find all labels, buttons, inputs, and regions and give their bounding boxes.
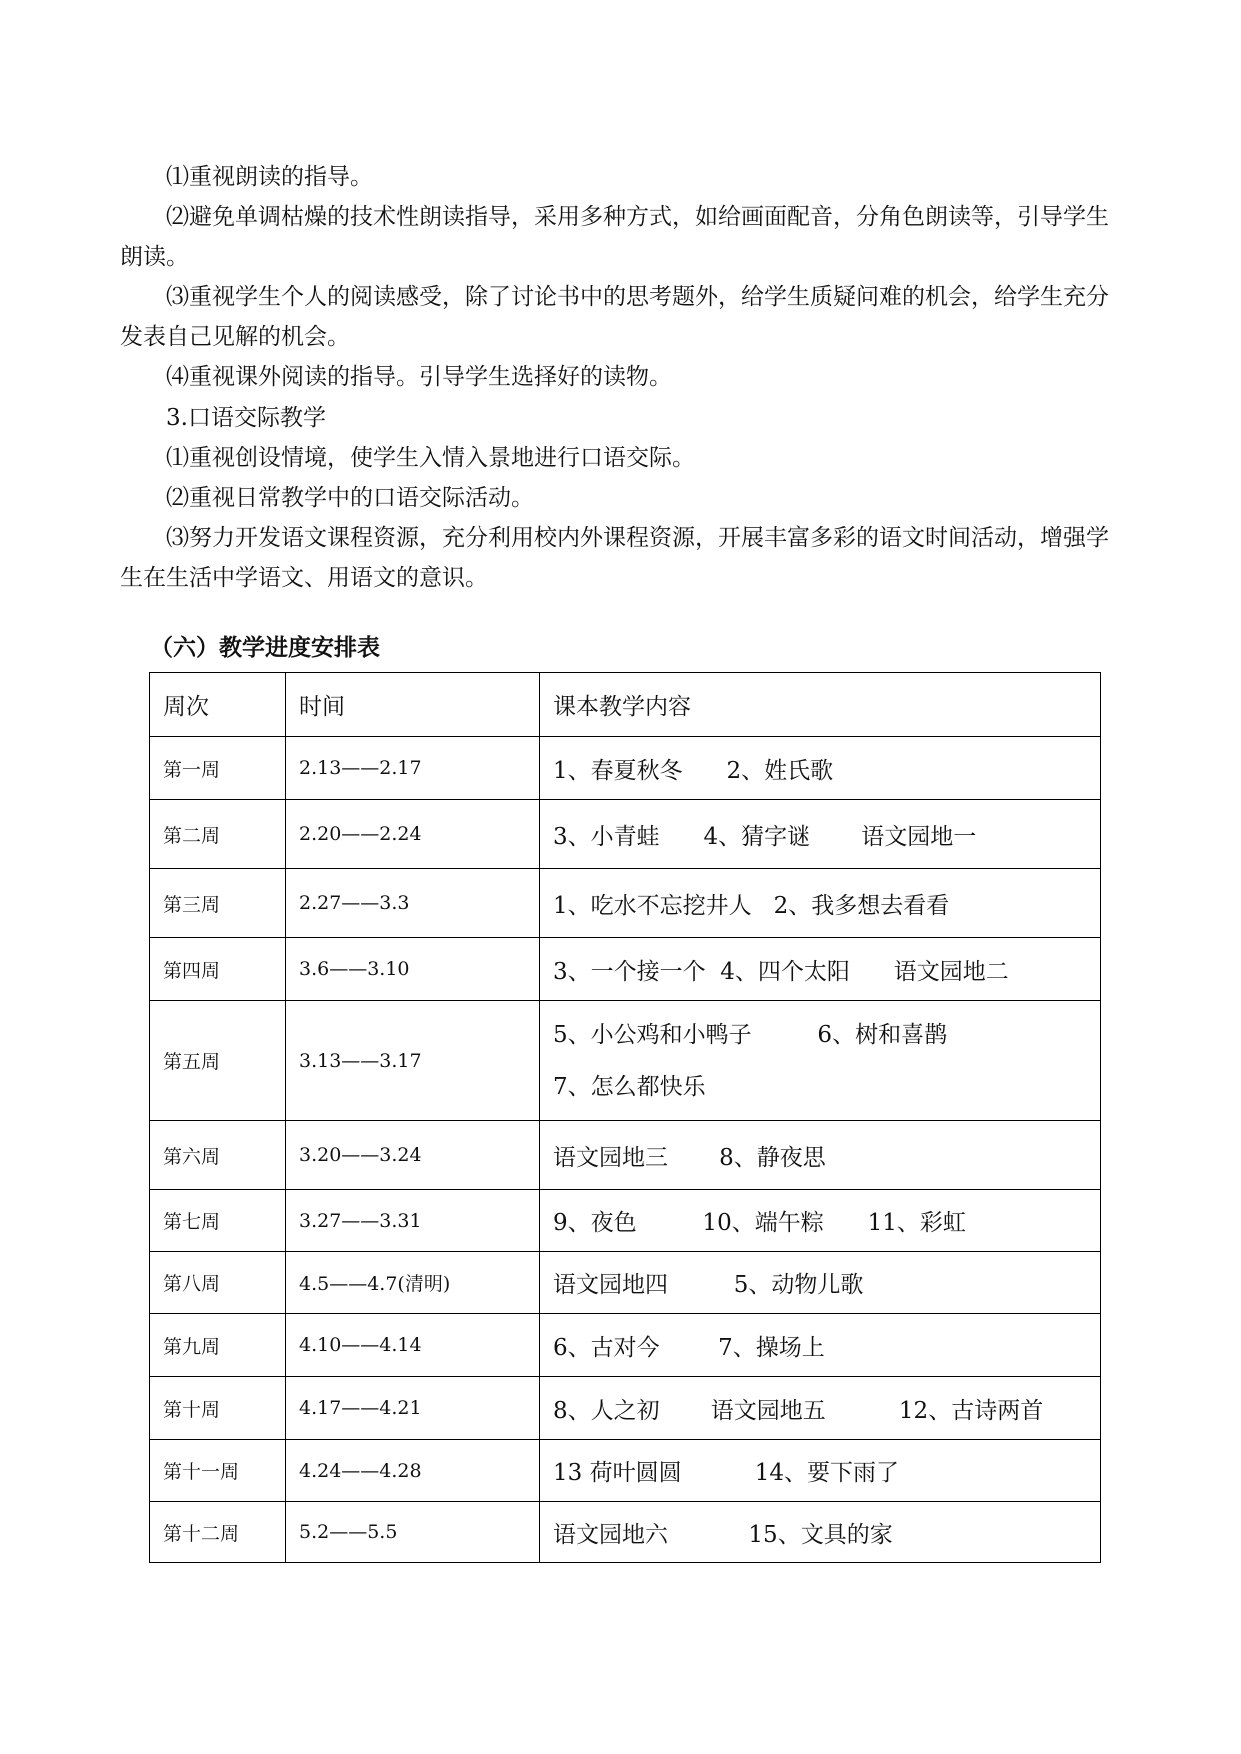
content-cell: 8、人之初 语文园地五 12、古诗两首 bbox=[540, 1377, 1101, 1440]
table-row bbox=[150, 1440, 1101, 1502]
table-row bbox=[150, 800, 1101, 869]
paragraph-reading-methods: ⑵避免单调枯燥的技术性朗读指导，采用多种方式，如给画面配音，分角色朗读等，引导学生朗读。 bbox=[120, 204, 1109, 270]
week-cell: 第十一周 bbox=[150, 1440, 286, 1502]
content-line: 5、小公鸡和小鸭子 6、树和喜鹊 bbox=[553, 1021, 948, 1048]
content-line: 7、怎么都快乐 bbox=[553, 1073, 706, 1100]
content-cell: 语文园地三 8、静夜思 bbox=[540, 1121, 1101, 1190]
table-row bbox=[150, 737, 1101, 800]
week-cell: 第二周 bbox=[150, 800, 286, 869]
content-cell: 语文园地四 5、动物儿歌 bbox=[540, 1252, 1101, 1314]
table-row bbox=[150, 869, 1101, 938]
week-cell: 第七周 bbox=[150, 1190, 286, 1252]
paragraph-oral-communication-heading: 3.口语交际教学 bbox=[166, 405, 326, 431]
date-cell: 2.27——3.3 bbox=[286, 869, 540, 938]
table-row bbox=[150, 1190, 1101, 1252]
week-cell: 第一周 bbox=[150, 737, 286, 800]
content-cell: 3、小青蛙 4、猜字谜 语文园地一 bbox=[540, 800, 1101, 869]
week-cell: 第八周 bbox=[150, 1252, 286, 1314]
paragraph-extracurricular-reading: ⑷重视课外阅读的指导。引导学生选择好的读物。 bbox=[166, 364, 672, 390]
content-cell: 13 荷叶圆圆 14、要下雨了 bbox=[540, 1440, 1101, 1502]
content-cell: 9、夜色 10、端午粽 11、彩虹 bbox=[540, 1190, 1101, 1252]
date-cell: 5.2——5.5 bbox=[286, 1502, 540, 1563]
date-cell: 4.24——4.28 bbox=[286, 1440, 540, 1502]
paragraph-daily-oral-activities: ⑵重视日常教学中的口语交际活动。 bbox=[166, 485, 534, 511]
content-cell bbox=[540, 1001, 1101, 1121]
table-header-row bbox=[150, 673, 1101, 737]
section-title: （六）教学进度安排表 bbox=[150, 634, 380, 661]
content-cell: 3、一个接一个 4、四个太阳 语文园地二 bbox=[540, 938, 1101, 1001]
paragraph-curriculum-resources: ⑶努力开发语文课程资源，充分利用校内外课程资源，开展丰富多彩的语文时间活动，增强学生在生活中学语文、用语文的意识。 bbox=[120, 525, 1109, 591]
header-week: 周次 bbox=[150, 673, 286, 737]
date-cell: 2.20——2.24 bbox=[286, 800, 540, 869]
date-cell: 3.13——3.17 bbox=[286, 1001, 540, 1121]
week-cell: 第五周 bbox=[150, 1001, 286, 1121]
content-cell: 6、古对今 7、操场上 bbox=[540, 1314, 1101, 1377]
week-cell: 第十周 bbox=[150, 1377, 286, 1440]
table-row bbox=[150, 1314, 1101, 1377]
teaching-schedule-table bbox=[149, 672, 1101, 1563]
date-cell: 4.17——4.21 bbox=[286, 1377, 540, 1440]
header-content: 课本教学内容 bbox=[540, 673, 1101, 737]
content-cell: 语文园地六 15、文具的家 bbox=[540, 1502, 1101, 1563]
date-cell: 3.27——3.31 bbox=[286, 1190, 540, 1252]
header-date: 时间 bbox=[286, 673, 540, 737]
content-cell: 1、春夏秋冬 2、姓氏歌 bbox=[540, 737, 1101, 800]
week-cell: 第四周 bbox=[150, 938, 286, 1001]
table-row bbox=[150, 1502, 1101, 1563]
table-row bbox=[150, 1377, 1101, 1440]
date-cell: 2.13——2.17 bbox=[286, 737, 540, 800]
date-cell: 4.10——4.14 bbox=[286, 1314, 540, 1377]
content-cell: 1、吃水不忘挖井人 2、我多想去看看 bbox=[540, 869, 1101, 938]
table-row bbox=[150, 938, 1101, 1001]
week-cell: 第三周 bbox=[150, 869, 286, 938]
paragraph-reading-guidance: ⑴重视朗读的指导。 bbox=[166, 164, 373, 190]
week-cell: 第六周 bbox=[150, 1121, 286, 1190]
date-cell: 3.6——3.10 bbox=[286, 938, 540, 1001]
table-row bbox=[150, 1252, 1101, 1314]
table-row bbox=[150, 1001, 1101, 1121]
table-row bbox=[150, 1121, 1101, 1190]
paragraph-reading-feelings: ⑶重视学生个人的阅读感受，除了讨论书中的思考题外，给学生质疑问难的机会，给学生充分发表自己见解的机会。 bbox=[120, 284, 1109, 350]
week-cell: 第九周 bbox=[150, 1314, 286, 1377]
date-cell: 3.20——3.24 bbox=[286, 1121, 540, 1190]
week-cell: 第十二周 bbox=[150, 1502, 286, 1563]
paragraph-create-situations: ⑴重视创设情境，使学生入情入景地进行口语交际。 bbox=[166, 445, 695, 471]
date-cell: 4.5——4.7(清明) bbox=[286, 1252, 540, 1314]
